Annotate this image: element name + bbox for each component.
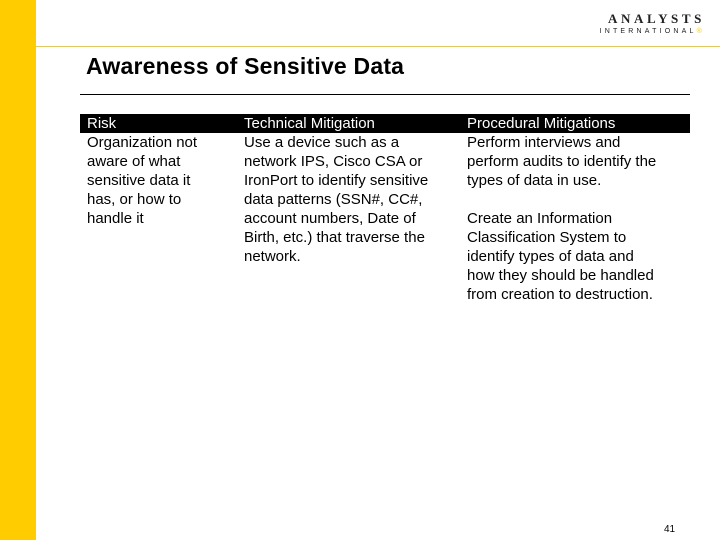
header-technical-mitigation: Technical Mitigation	[244, 115, 375, 132]
technical-line: Birth, etc.) that traverse the	[244, 229, 425, 246]
title-divider	[80, 94, 690, 95]
table-header-row	[80, 114, 690, 133]
paragraph-spacer	[467, 190, 690, 209]
left-accent-bar	[0, 0, 36, 540]
slide-title: Awareness of Sensitive Data	[86, 53, 405, 79]
technical-line: network IPS, Cisco CSA or	[244, 153, 423, 170]
logo-subtext	[600, 27, 705, 36]
technical-line: network.	[244, 248, 301, 265]
risk-cell	[80, 133, 237, 304]
company-logo	[600, 12, 705, 36]
risk-line: has, or how to	[87, 191, 182, 208]
procedural-line: Perform interviews and	[467, 134, 621, 151]
page-number: 41	[664, 524, 676, 535]
technical-mitigation-cell	[237, 133, 460, 304]
risk-line: aware of what	[87, 153, 181, 170]
logo-wordmark: ANALYSTS	[608, 11, 705, 26]
procedural-line: perform audits to identify the	[467, 153, 657, 170]
procedural-mitigation-cell	[460, 133, 690, 304]
technical-line: Use a device such as a	[244, 134, 400, 151]
technical-line: account numbers, Date of	[244, 210, 416, 227]
procedural-line: from creation to destruction.	[467, 286, 653, 303]
mitigation-table	[80, 114, 690, 304]
risk-line: sensitive data it	[87, 172, 191, 189]
procedural-line: identify types of data and	[467, 248, 634, 265]
technical-line: data patterns (SSN#, CC#,	[244, 191, 423, 208]
table-row	[80, 133, 690, 304]
procedural-line: how they should be handled	[467, 267, 654, 284]
procedural-line: Create an Information	[467, 210, 613, 227]
procedural-line: Classification System to	[467, 229, 627, 246]
header-divider	[36, 46, 720, 47]
procedural-line: types of data in use.	[467, 172, 602, 189]
header-procedural-mitigations: Procedural Mitigations	[467, 115, 616, 132]
technical-line: IronPort to identify sensitive	[244, 172, 429, 189]
logo-dot-icon: ®	[696, 28, 705, 35]
logo-subtext-label: INTERNATIONAL	[599, 28, 697, 35]
risk-line: handle it	[87, 210, 144, 227]
header-risk: Risk	[87, 115, 117, 132]
risk-line: Organization not	[87, 134, 198, 151]
